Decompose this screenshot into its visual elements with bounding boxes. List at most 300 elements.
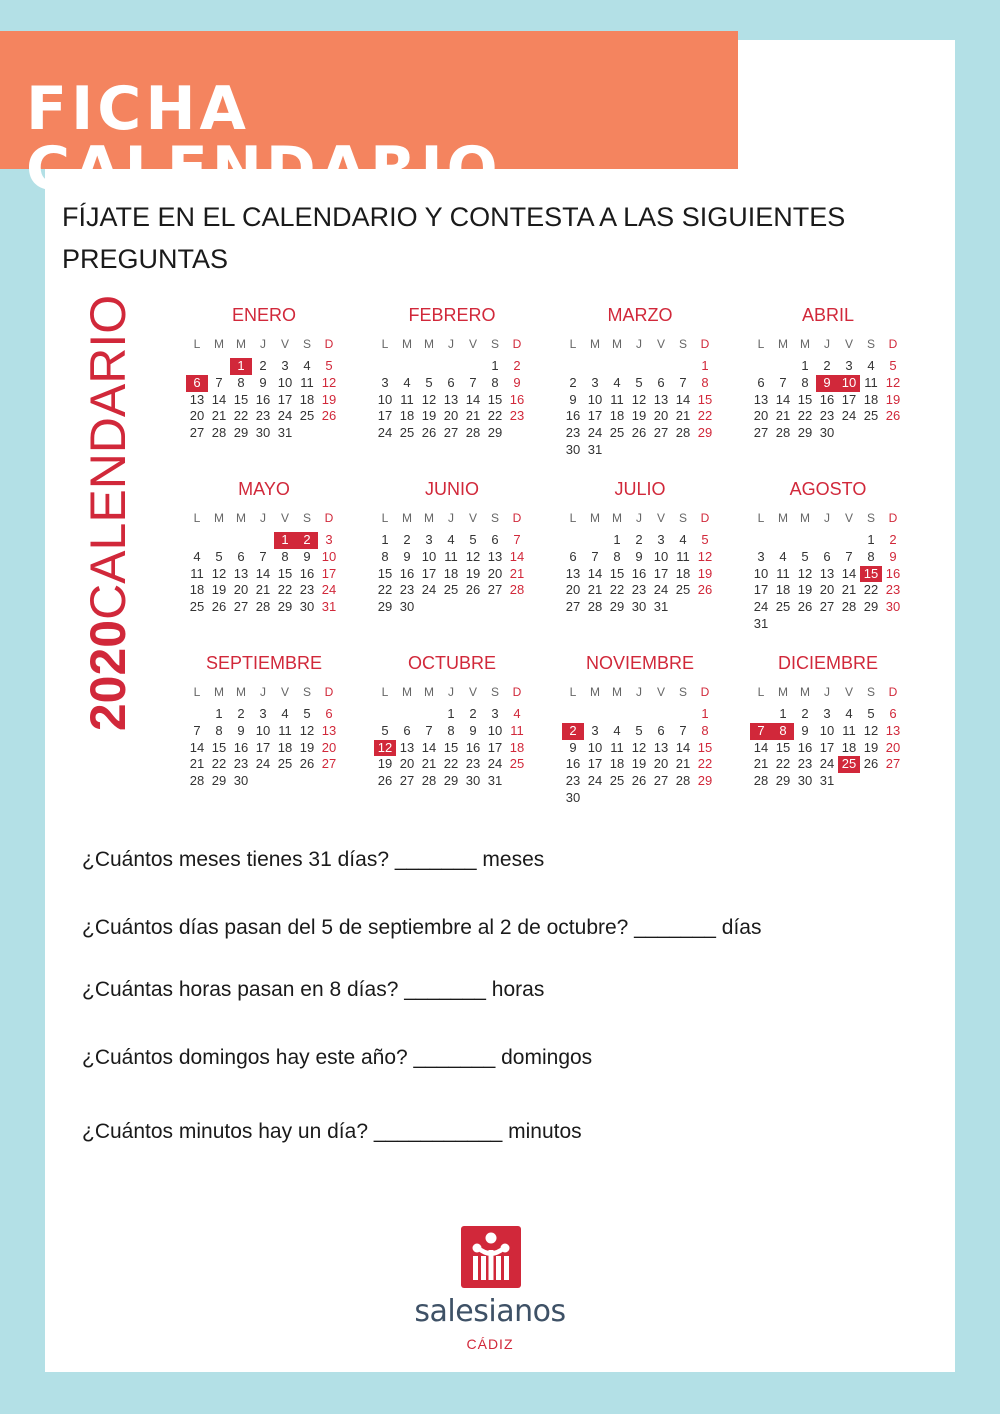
- day-cell: 8: [801, 374, 809, 390]
- day-cell: 1: [215, 706, 223, 721]
- day-cell: 3: [425, 532, 433, 547]
- day-cell: 11: [776, 565, 790, 581]
- weekday-label: V: [468, 511, 477, 525]
- day-cell: 10: [277, 374, 293, 390]
- day-cell: 6: [447, 374, 455, 390]
- day-cell: 24: [255, 756, 271, 772]
- month-abril: [750, 302, 906, 456]
- empty-day-cell: [584, 706, 606, 723]
- weekday-label: D: [324, 511, 334, 525]
- month-agosto: [750, 476, 906, 630]
- day-cell: 22: [797, 408, 813, 424]
- day-cell: 18: [277, 739, 293, 755]
- day-cell: 16: [631, 565, 647, 581]
- day-cell: 12: [797, 565, 813, 581]
- empty-day-cell: [440, 358, 462, 375]
- day-cell: 31: [487, 773, 503, 789]
- day-cell: 19: [631, 408, 647, 424]
- day-cell: 18: [299, 391, 315, 407]
- weekday-label: D: [888, 685, 898, 699]
- title-banner: [0, 31, 738, 204]
- day-cell: 28: [211, 425, 227, 441]
- holiday-day-cell: 2: [296, 532, 318, 549]
- day-cell: 13: [443, 391, 459, 407]
- day-cell: 5: [889, 358, 897, 373]
- weekday-label: J: [636, 511, 642, 525]
- weekday-label: D: [512, 511, 522, 525]
- day-cell: 14: [675, 739, 691, 755]
- weekday-label: J: [448, 337, 454, 351]
- day-cell: 5: [425, 374, 433, 390]
- day-cell: 14: [255, 565, 271, 581]
- day-cell: 13: [487, 548, 503, 564]
- day-cell: 17: [819, 739, 835, 755]
- day-cell: 16: [797, 739, 813, 755]
- weekday-header: [374, 336, 530, 352]
- day-cell: 23: [565, 773, 581, 789]
- weekday-label: D: [512, 685, 522, 699]
- holiday-day-cell: 7: [750, 723, 772, 740]
- day-cell: 28: [465, 425, 481, 441]
- day-cell: 15: [443, 739, 459, 755]
- day-cell: 9: [259, 374, 267, 390]
- day-cell: 23: [819, 408, 835, 424]
- day-cell: 29: [277, 599, 293, 615]
- month-julio: [562, 476, 718, 630]
- day-cell: 22: [697, 408, 713, 424]
- empty-day-cell: [750, 706, 772, 723]
- day-cell: 24: [377, 425, 393, 441]
- empty-day-cell: [208, 532, 230, 549]
- day-cell: 11: [676, 548, 690, 564]
- day-cell: 13: [653, 739, 669, 755]
- day-cell: 4: [193, 548, 201, 564]
- day-cell: 22: [863, 582, 879, 598]
- day-cell: 12: [885, 374, 901, 390]
- weekday-label: J: [824, 685, 830, 699]
- day-cell: 13: [565, 565, 581, 581]
- day-cell: 13: [653, 391, 669, 407]
- day-cell: 24: [487, 756, 503, 772]
- day-cell: 11: [610, 391, 624, 407]
- day-cell: 28: [841, 599, 857, 615]
- day-cell: 27: [189, 425, 205, 441]
- day-cell: 28: [675, 425, 691, 441]
- weekday-label: M: [612, 511, 622, 525]
- day-cell: 15: [377, 565, 393, 581]
- day-cell: 16: [255, 391, 271, 407]
- day-cell: 12: [631, 739, 647, 755]
- holiday-day-cell: 6: [186, 375, 208, 392]
- weekday-label: L: [757, 511, 765, 525]
- day-cell: 9: [303, 548, 311, 564]
- weekday-label: M: [236, 685, 246, 699]
- day-cell: 21: [675, 408, 691, 424]
- weekday-label: S: [490, 337, 499, 351]
- day-cell: 31: [277, 425, 293, 441]
- day-cell: 12: [421, 391, 437, 407]
- day-cell: 22: [775, 756, 791, 772]
- day-cell: 17: [277, 391, 293, 407]
- weekday-label: M: [424, 511, 434, 525]
- empty-day-cell: [772, 532, 794, 549]
- day-cell: 21: [211, 408, 227, 424]
- day-cell: 29: [797, 425, 813, 441]
- day-cell: 11: [864, 374, 878, 390]
- day-cell: 23: [885, 582, 901, 598]
- day-cell: 6: [325, 706, 333, 721]
- weekday-label: V: [656, 511, 665, 525]
- day-cell: 23: [465, 756, 481, 772]
- day-cell: 11: [842, 722, 856, 738]
- days-grid: [186, 706, 342, 790]
- day-cell: 26: [631, 425, 647, 441]
- day-cell: 11: [300, 374, 314, 390]
- day-cell: 10: [587, 391, 603, 407]
- month-name: DICIEMBRE: [777, 653, 878, 673]
- weekday-label: S: [302, 685, 311, 699]
- day-cell: 19: [885, 391, 901, 407]
- days-grid: [562, 706, 718, 807]
- holiday-day-cell: 1: [230, 358, 252, 375]
- day-cell: 5: [701, 532, 709, 547]
- day-cell: 5: [215, 548, 223, 564]
- weekday-label: V: [844, 511, 853, 525]
- day-cell: 30: [797, 773, 813, 789]
- day-cell: 19: [377, 756, 393, 772]
- day-cell: 26: [631, 773, 647, 789]
- day-cell: 25: [189, 599, 205, 615]
- month-octubre: [374, 650, 530, 804]
- day-cell: 11: [190, 565, 204, 581]
- weekday-label: M: [612, 337, 622, 351]
- day-cell: 25: [509, 756, 525, 772]
- day-cell: 8: [381, 548, 389, 564]
- day-cell: 5: [635, 722, 643, 738]
- day-cell: 27: [321, 756, 337, 772]
- empty-day-cell: [396, 358, 418, 375]
- day-cell: 15: [775, 739, 791, 755]
- day-cell: 10: [255, 722, 271, 738]
- day-cell: 14: [465, 391, 481, 407]
- weekday-label: J: [824, 511, 830, 525]
- day-cell: 17: [587, 408, 603, 424]
- weekday-header: [186, 510, 342, 526]
- empty-day-cell: [208, 358, 230, 375]
- day-cell: 23: [509, 408, 525, 424]
- day-cell: 30: [255, 425, 271, 441]
- day-cell: 29: [697, 425, 713, 441]
- day-cell: 9: [237, 722, 245, 738]
- day-cell: 25: [863, 408, 879, 424]
- day-cell: 20: [653, 756, 669, 772]
- month-name: JULIO: [614, 479, 666, 499]
- day-cell: 5: [635, 374, 643, 390]
- empty-day-cell: [628, 358, 650, 375]
- weekday-header: [750, 336, 906, 352]
- days-grid: [750, 532, 906, 633]
- day-cell: 7: [193, 722, 201, 738]
- day-cell: 22: [443, 756, 459, 772]
- day-cell: 11: [510, 722, 524, 738]
- day-cell: 1: [801, 358, 809, 373]
- day-cell: 8: [613, 548, 621, 564]
- month-name: FEBRERO: [408, 305, 496, 325]
- day-cell: 26: [885, 408, 901, 424]
- days-grid: [186, 532, 342, 616]
- day-cell: 17: [653, 565, 669, 581]
- day-cell: 3: [845, 358, 853, 373]
- day-cell: 22: [487, 408, 503, 424]
- holiday-day-cell: 15: [860, 566, 882, 583]
- weekday-label: S: [678, 685, 687, 699]
- day-cell: 29: [697, 773, 713, 789]
- weekday-label: M: [402, 685, 412, 699]
- day-cell: 14: [189, 739, 205, 755]
- day-cell: 9: [569, 739, 577, 755]
- day-cell: 6: [889, 706, 897, 721]
- day-cell: 1: [701, 358, 709, 373]
- day-cell: 15: [487, 391, 503, 407]
- weekday-label: M: [800, 685, 810, 699]
- day-cell: 9: [403, 548, 411, 564]
- day-cell: 27: [653, 773, 669, 789]
- day-cell: 22: [377, 582, 393, 598]
- day-cell: 15: [211, 739, 227, 755]
- day-cell: 29: [377, 599, 393, 615]
- day-cell: 18: [509, 739, 525, 755]
- day-cell: 19: [421, 408, 437, 424]
- day-cell: 8: [491, 374, 499, 390]
- day-cell: 30: [565, 441, 581, 457]
- day-cell: 1: [779, 706, 787, 721]
- day-cell: 6: [237, 548, 245, 564]
- day-cell: 13: [753, 391, 769, 407]
- weekday-label: L: [757, 337, 765, 351]
- holiday-day-cell: 25: [838, 756, 860, 773]
- weekday-label: V: [844, 685, 853, 699]
- month-mayo: [186, 476, 342, 630]
- days-grid: [186, 358, 342, 442]
- day-cell: 22: [211, 756, 227, 772]
- question-sundays-in-year: ¿Cuántos domingos hay este año? _______ domingos: [82, 1046, 593, 1069]
- day-cell: 12: [465, 548, 481, 564]
- weekday-label: S: [678, 511, 687, 525]
- empty-day-cell: [418, 358, 440, 375]
- day-cell: 8: [281, 548, 289, 564]
- days-grid: [562, 532, 718, 616]
- weekday-label: D: [888, 511, 898, 525]
- empty-day-cell: [816, 532, 838, 549]
- day-cell: 25: [399, 425, 415, 441]
- day-cell: 10: [321, 548, 337, 564]
- weekday-header: [374, 510, 530, 526]
- day-cell: 29: [211, 773, 227, 789]
- month-name: ENERO: [231, 305, 296, 325]
- day-cell: 2: [889, 532, 897, 547]
- weekday-label: J: [824, 337, 830, 351]
- day-cell: 27: [399, 773, 415, 789]
- day-cell: 7: [679, 722, 687, 738]
- day-cell: 24: [653, 582, 669, 598]
- day-cell: 20: [753, 408, 769, 424]
- year-calendar-grid: [186, 302, 906, 804]
- day-cell: 15: [697, 739, 713, 755]
- day-cell: 20: [885, 739, 901, 755]
- day-cell: 14: [841, 565, 857, 581]
- day-cell: 18: [399, 408, 415, 424]
- day-cell: 15: [697, 391, 713, 407]
- holiday-day-cell: 9: [816, 375, 838, 392]
- day-cell: 20: [653, 408, 669, 424]
- holiday-day-cell: 10: [838, 375, 860, 392]
- day-cell: 31: [819, 773, 835, 789]
- day-cell: 23: [631, 582, 647, 598]
- day-cell: 19: [631, 756, 647, 772]
- empty-day-cell: [396, 706, 418, 723]
- day-cell: 26: [863, 756, 879, 772]
- weekday-label: D: [700, 337, 710, 351]
- day-cell: 22: [233, 408, 249, 424]
- question-months-31-days: ¿Cuántos meses tienes 31 días? _______ meses: [82, 848, 545, 871]
- day-cell: 14: [753, 739, 769, 755]
- day-cell: 30: [631, 599, 647, 615]
- day-cell: 7: [513, 532, 521, 547]
- empty-day-cell: [584, 532, 606, 549]
- day-cell: 27: [885, 756, 901, 772]
- day-cell: 31: [653, 599, 669, 615]
- days-grid: [374, 358, 530, 442]
- day-cell: 10: [487, 722, 503, 738]
- empty-day-cell: [650, 358, 672, 375]
- weekday-label: V: [280, 337, 289, 351]
- day-cell: 3: [325, 532, 333, 547]
- weekday-label: M: [236, 511, 246, 525]
- day-cell: 10: [753, 565, 769, 581]
- day-cell: 30: [465, 773, 481, 789]
- day-cell: 3: [591, 722, 599, 738]
- day-cell: 14: [587, 565, 603, 581]
- weekday-label: J: [448, 685, 454, 699]
- day-cell: 16: [465, 739, 481, 755]
- day-cell: 23: [255, 408, 271, 424]
- weekday-label: L: [569, 511, 577, 525]
- day-cell: 26: [377, 773, 393, 789]
- days-grid: [374, 706, 530, 790]
- day-cell: 24: [421, 582, 437, 598]
- weekday-label: L: [381, 337, 389, 351]
- day-cell: 16: [819, 391, 835, 407]
- day-cell: 14: [775, 391, 791, 407]
- day-cell: 27: [753, 425, 769, 441]
- day-cell: 10: [377, 391, 393, 407]
- day-cell: 26: [697, 582, 713, 598]
- day-cell: 18: [863, 391, 879, 407]
- day-cell: 16: [399, 565, 415, 581]
- question-days-between-dates: ¿Cuántos días pasan del 5 de septiembre al 2 de octubre? _______ días: [82, 916, 762, 939]
- day-cell: 19: [299, 739, 315, 755]
- day-cell: 24: [277, 408, 293, 424]
- month-name: MARZO: [607, 305, 673, 325]
- empty-day-cell: [186, 532, 208, 549]
- day-cell: 18: [675, 565, 691, 581]
- empty-day-cell: [374, 358, 396, 375]
- weekday-header: [186, 684, 342, 700]
- day-cell: 17: [587, 756, 603, 772]
- day-cell: 20: [819, 582, 835, 598]
- day-cell: 23: [233, 756, 249, 772]
- day-cell: 23: [565, 425, 581, 441]
- day-cell: 2: [823, 358, 831, 373]
- weekday-header: [374, 684, 530, 700]
- day-cell: 17: [753, 582, 769, 598]
- month-febrero: [374, 302, 530, 456]
- day-cell: 12: [211, 565, 227, 581]
- day-cell: 7: [779, 374, 787, 390]
- weekday-label: L: [193, 511, 201, 525]
- day-cell: 24: [753, 599, 769, 615]
- weekday-label: J: [636, 337, 642, 351]
- day-cell: 7: [679, 374, 687, 390]
- day-cell: 16: [299, 565, 315, 581]
- day-cell: 28: [421, 773, 437, 789]
- day-cell: 28: [189, 773, 205, 789]
- day-cell: 22: [697, 756, 713, 772]
- day-cell: 16: [565, 408, 581, 424]
- day-cell: 6: [823, 548, 831, 564]
- weekday-label: V: [844, 337, 853, 351]
- day-cell: 28: [587, 599, 603, 615]
- weekday-label: L: [381, 685, 389, 699]
- empty-day-cell: [606, 706, 628, 723]
- day-cell: 23: [797, 756, 813, 772]
- day-cell: 26: [421, 425, 437, 441]
- weekday-label: D: [700, 685, 710, 699]
- day-cell: 2: [403, 532, 411, 547]
- empty-day-cell: [186, 706, 208, 723]
- day-cell: 4: [303, 358, 311, 373]
- day-cell: 16: [509, 391, 525, 407]
- holiday-day-cell: 12: [374, 740, 396, 757]
- day-cell: 12: [299, 722, 315, 738]
- weekday-label: S: [302, 511, 311, 525]
- day-cell: 22: [609, 582, 625, 598]
- month-name: JUNIO: [425, 479, 479, 499]
- day-cell: 8: [701, 374, 709, 390]
- day-cell: 21: [587, 582, 603, 598]
- day-cell: 30: [399, 599, 415, 615]
- day-cell: 7: [215, 374, 223, 390]
- day-cell: 25: [443, 582, 459, 598]
- weekday-label: S: [866, 337, 875, 351]
- day-cell: 31: [753, 615, 769, 631]
- weekday-label: S: [490, 685, 499, 699]
- day-cell: 11: [400, 391, 414, 407]
- day-cell: 6: [403, 722, 411, 738]
- day-cell: 13: [233, 565, 249, 581]
- day-cell: 25: [609, 425, 625, 441]
- day-cell: 17: [377, 408, 393, 424]
- empty-day-cell: [562, 706, 584, 723]
- day-cell: 19: [321, 391, 337, 407]
- day-cell: 11: [444, 548, 458, 564]
- holiday-day-cell: 2: [562, 723, 584, 740]
- days-grid: [750, 706, 906, 790]
- day-cell: 18: [443, 565, 459, 581]
- day-cell: 20: [189, 408, 205, 424]
- day-cell: 31: [321, 599, 337, 615]
- day-cell: 27: [653, 425, 669, 441]
